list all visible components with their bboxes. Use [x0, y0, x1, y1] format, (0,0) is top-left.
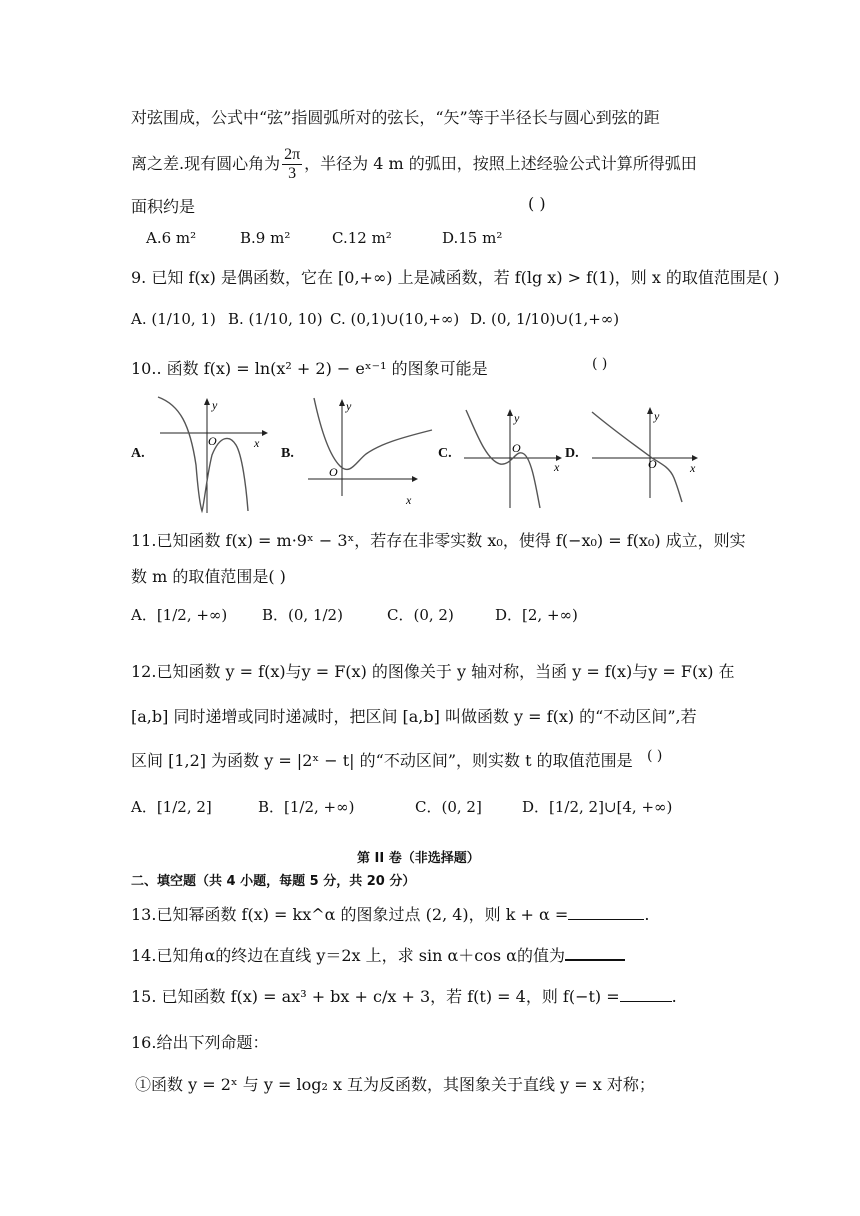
svg-text:x: x — [254, 436, 260, 450]
q14-stem: 14.已知角α的终边在直线 y＝2x 上，求 sin α＋cos α的值为 — [131, 943, 820, 966]
q9-option-d: D. (0, 1/10)∪(1,+∞) — [470, 310, 620, 328]
q12-paren: ( ) — [647, 748, 663, 764]
svg-text:x: x — [406, 493, 412, 507]
graph-b — [300, 396, 440, 511]
q8-paren: ( ) — [528, 194, 546, 213]
graph-d-label: D. — [565, 446, 579, 461]
q9-option-c: C. (0,1)∪(10,+∞) — [330, 310, 460, 328]
q11-stem-line-1: 11.已知函数 f(x) = m·9ˣ − 3ˣ，若存在非零实数 x₀，使得 f(−x₀) = f(x₀) 成立，则实 — [131, 531, 746, 550]
q12-line-1: 12.已知函数 y = f(x)与y = F(x) 的图像关于 y 轴对称，当函 y = f(x)与y = F(x) 在 — [131, 662, 735, 681]
q11-stem-line-2: 数 m 的取值范围是( ) — [131, 567, 286, 586]
svg-text:y: y — [514, 411, 520, 425]
section-heading: 二、填空题（共 4 小题，每题 5 分，共 20 分） — [131, 874, 416, 889]
q11-option-a: A．[1/2, +∞) — [131, 606, 228, 624]
graph-b-label: B. — [281, 446, 294, 461]
q16-stem: 16.给出下列命题： — [131, 1033, 269, 1052]
svg-text:x: x — [690, 461, 696, 475]
svg-text:O: O — [208, 434, 217, 448]
q12-option-a: A．[1/2, 2] — [131, 798, 212, 816]
q9-stem: 9. 已知 f(x) 是偶函数，它在 [0,+∞) 上是减函数，若 f(lg x) > f(1)，则 x 的取值范围是( ) — [131, 268, 780, 287]
q15-stem: 15. 已知函数 f(x) = ax³ + bx + c/x + 3，若 f(t) = 4，则 f(−t) = . — [131, 987, 677, 1006]
intro-line-1: 对弦围成，公式中“弦”指圆弧所对的弦长，“矢”等于半径长与圆心到弦的距 — [131, 108, 660, 127]
q10-stem: 10.. 函数 f(x) = ln(x² + 2) − eˣ⁻¹ 的图象可能是 — [131, 359, 488, 378]
q12-line-3: 区间 [1,2] 为函数 y = |2ˣ − t| 的“不动区间”，则实数 t 的取值范围是 — [131, 751, 633, 770]
intro-line-2-a: 离之差.现有圆心角为 — [131, 154, 281, 173]
svg-text:O: O — [648, 457, 657, 471]
q10-paren: ( ) — [592, 356, 608, 372]
q16-item-1: ①函数 y = 2ˣ 与 y = log₂ x 互为反函数，其图象关于直线 y = x 对称； — [135, 1075, 655, 1094]
q11-option-c: C．(0, 2) — [387, 606, 454, 624]
q8-option-c: C.12 m² — [332, 229, 392, 247]
q8-option-b: B.9 m² — [240, 229, 291, 247]
q9-option-b: B. (1/10, 10) — [228, 310, 323, 328]
q12-line-2: [a,b] 同时递增或同时递减时，把区间 [a,b] 叫做函数 y = f(x) 的“不动区间”,若 — [131, 707, 697, 726]
q12-option-c: C．(0, 2] — [415, 798, 482, 816]
q13-stem: 13.已知幂函数 f(x) = kx^α 的图象过点 (2, 4)，则 k + α = . — [131, 905, 650, 924]
svg-text:y: y — [346, 399, 352, 413]
q9-option-a: A. (1/10, 1) — [131, 310, 216, 328]
graph-c — [460, 408, 570, 513]
angle-fraction: $\frac{2\pi}{3}$ — [284, 146, 301, 182]
intro-line-2-b: ，半径为 4 m 的弧田，按照上述经验公式计算所得弧田 — [304, 154, 697, 173]
q11-option-d: D．[2, +∞) — [495, 606, 578, 624]
graph-a — [150, 395, 270, 515]
q8-option-d: D.15 m² — [442, 229, 503, 247]
q8-option-a: A.6 m² — [146, 229, 197, 247]
q12-option-d: D．[1/2, 2]∪[4, +∞) — [522, 798, 673, 816]
q11-option-b: B．(0, 1/2) — [262, 606, 343, 624]
svg-text:O: O — [329, 465, 338, 479]
graph-d — [586, 406, 706, 506]
intro-line-3: 面积约是 — [131, 197, 196, 216]
q12-option-b: B．[1/2, +∞) — [258, 798, 355, 816]
svg-text:y: y — [212, 398, 218, 412]
svg-text:O: O — [512, 441, 521, 455]
svg-text:x: x — [554, 460, 560, 474]
intro-line-2 — [131, 146, 820, 183]
svg-text:y: y — [654, 409, 660, 423]
graph-a-label: A. — [131, 446, 145, 461]
part2-title: 第 II 卷（非选择题） — [357, 851, 480, 866]
graph-c-label: C. — [438, 446, 452, 461]
